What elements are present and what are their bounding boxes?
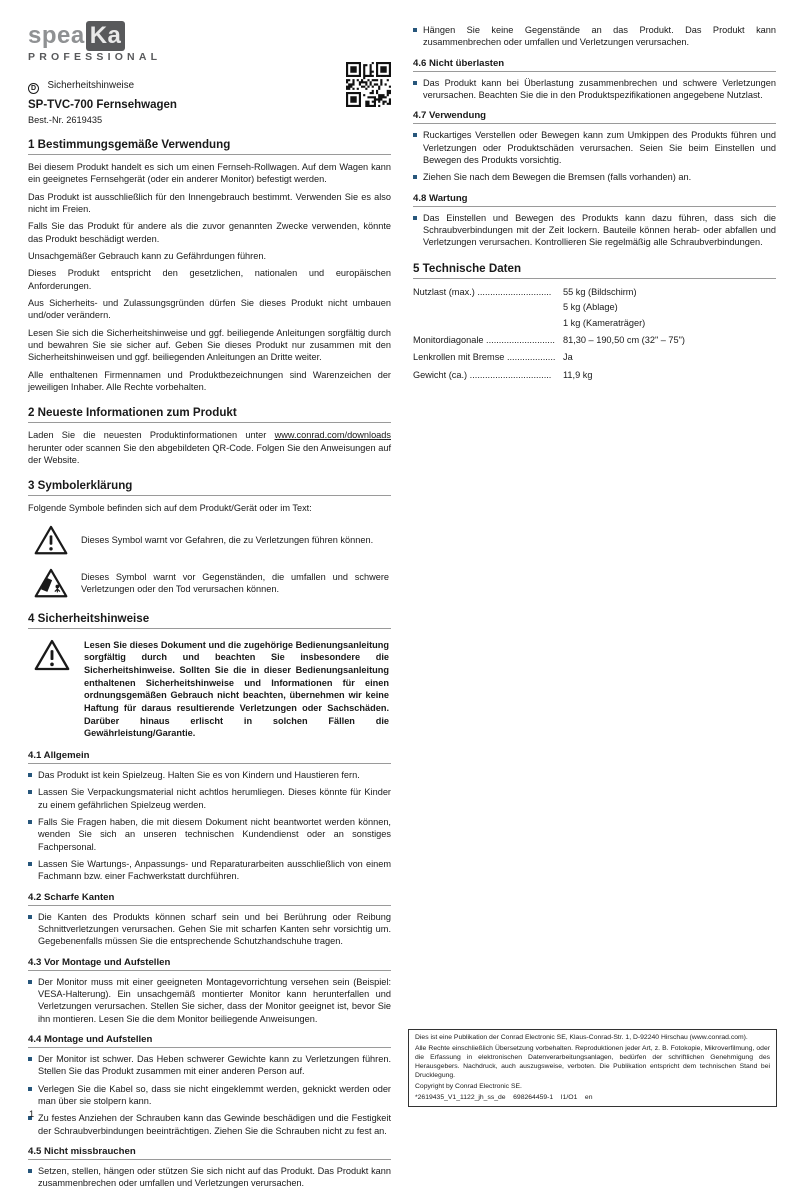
subsection-heading-4-8: 4.8 Wartung xyxy=(413,193,776,207)
spec-label xyxy=(413,300,563,315)
subsection-heading-4-3: 4.3 Vor Montage und Aufstellen xyxy=(28,957,391,971)
section-heading-5: 5 Technische Daten xyxy=(413,262,776,279)
qr-code xyxy=(346,62,391,107)
paragraph: Bei diesem Produkt handelt es sich um einen Fernseh-Rollwagen. Auf dem Wagen kann ein geeignetes Fernsehgerät (oder ein anderer Monitor) befestigt werden. xyxy=(28,162,391,185)
brand-subtitle: PROFESSIONAL xyxy=(28,51,162,63)
spec-label xyxy=(413,316,563,331)
subsection-heading-4-2: 4.2 Scharfe Kanten xyxy=(28,892,391,906)
imprint-box xyxy=(408,1029,777,1107)
bullet-square-icon xyxy=(28,1057,32,1061)
bullet-square-icon xyxy=(28,773,32,777)
imprint-publisher: Dies ist eine Publikation der Conrad Electronic SE, Klaus-Conrad-Str. 1, D-92240 Hirschau (www.conrad.com). xyxy=(415,1033,748,1041)
section-heading-3: 3 Symbolerklärung xyxy=(28,479,391,496)
left-column xyxy=(28,24,391,1195)
doc-type-label: Sicherheitshinweise xyxy=(47,80,135,91)
spec-row xyxy=(413,316,776,331)
paragraph: Dieses Produkt entspricht den gesetzlichen, nationalen und europäischen Anforderungen. xyxy=(28,268,391,291)
brand-wordmark xyxy=(28,24,391,48)
spec-value: Ja xyxy=(563,352,573,363)
spec-row xyxy=(413,333,776,348)
spec-row xyxy=(413,285,776,300)
list-item: Ruckartiges Verstellen oder Bewegen kann zum Umkippen des Produkts führen und Verletzungen oder Produktschäden verursachen. Seien Sie beim Einstellen und Bewegen des Produkts vorsichtig. xyxy=(413,129,776,166)
warning-triangle-icon xyxy=(34,525,68,556)
symbol-description: Dieses Symbol warnt vor Gefahren, die zu Verletzungen führen können. xyxy=(81,534,374,545)
page-number: 1 xyxy=(29,1109,35,1119)
subsection-heading-4-7: 4.7 Verwendung xyxy=(413,110,776,124)
warning-triangle-icon xyxy=(34,639,70,741)
downloads-link[interactable]: www.conrad.com/downloads xyxy=(274,430,391,441)
paragraph: Alle enthaltenen Firmennamen und Produktbezeichnungen sind Warenzeichen der jeweiligen Inhaber. Alle Rechte vorbehalten. xyxy=(28,369,391,392)
spec-value: 81,30 – 190,50 cm (32" – 75") xyxy=(563,334,685,345)
symbol-description: Dieses Symbol warnt vor Gegenständen, die umfallen und schwere Verletzungen oder den Tod verursachen können. xyxy=(81,571,389,595)
paragraph: Falls Sie das Produkt für andere als die zuvor genannten Zwecke verwenden, könnte das Produkt beschädigt werden. xyxy=(28,221,391,244)
brand-text-spea: spea xyxy=(28,22,85,49)
product-title: SP-TVC-700 Fernsehwagen xyxy=(28,99,177,111)
spec-label: Monitordiagonale ........................... xyxy=(413,334,555,345)
symbol-explanation-row xyxy=(34,525,389,556)
brand-logo xyxy=(28,24,391,63)
bullet-square-icon xyxy=(413,28,417,32)
doc-type-row xyxy=(28,75,391,94)
spec-row xyxy=(413,300,776,315)
list-item: Hängen Sie keine Gegenstände an das Produkt. Das Produkt kann zusammenbrechen oder umfallen und Verletzungen verursachen. xyxy=(413,24,776,49)
bullet-square-icon xyxy=(28,1087,32,1091)
tip-over-warning-icon xyxy=(34,568,68,599)
paragraph: Folgende Symbole befinden sich auf dem Produkt/Gerät oder im Text: xyxy=(28,503,312,514)
subsection-heading-4-6: 4.6 Nicht überlasten xyxy=(413,58,776,72)
list-item: Lassen Sie Wartungs-, Anpassungs- und Reparaturarbeiten ausschließlich von einem Fachmann bzw. einer Fachwerkstatt durchführen. xyxy=(28,858,391,883)
paragraph: Lesen Sie sich die Sicherheitshinweise und ggf. beiliegende Anleitungen sorgfältig durch und bewahren Sie sie sicher auf. Geben Sie dieses Produkt nur zusammen mit den Sicherheitshinweisen und ggf. beiliegenden Anleitungen an Dritte weiter. xyxy=(28,327,391,363)
bullet-square-icon xyxy=(413,133,417,137)
section-heading-4: 4 Sicherheitshinweise xyxy=(28,612,391,629)
document-header xyxy=(28,75,391,125)
list-item: Das Produkt kann bei Überlastung zusammenbrechen und schwere Verletzungen verursachen. Beachten Sie die in den Produktspezifikationen angegebene Nutzlast. xyxy=(413,77,776,102)
bullet-square-icon xyxy=(413,216,417,220)
list-item: Das Produkt ist kein Spielzeug. Halten Sie es von Kindern und Haustieren fern. xyxy=(28,769,391,781)
list-item: Die Kanten des Produkts können scharf sein und bei Berührung oder Reibung Schnittverletzungen verursachen. Gehen Sie mit scharfen Kanten sehr vorsichtig um. Gegebenenfalls müssen Sie die entsprechende Schutzhandschuhe tragen. xyxy=(28,911,391,948)
list-item: Lassen Sie Verpackungsmaterial nicht achtlos herumliegen. Dieses könnte für Kinder zu einem gefährlichen Spielzeug werden. xyxy=(28,786,391,811)
language-letter: D xyxy=(30,85,37,92)
bullet-square-icon xyxy=(413,81,417,85)
bullet-square-icon xyxy=(28,790,32,794)
list-item: Das Einstellen und Bewegen des Produkts kann dazu führen, dass sich die Schraubverbindungen mit der Zeit lockern. Bauteile können herab- oder abfallen und Verletzungen verursachen. Kontrollieren Sie regelmäßig alle Schraubverbindungen. xyxy=(413,212,776,249)
language-de-icon xyxy=(28,83,39,94)
list-item: Verlegen Sie die Kabel so, dass sie nicht eingeklemmt werden, geknickt werden oder man über sie stolpern kann. xyxy=(28,1083,391,1108)
spec-label: Lenkrollen mit Bremse ................... xyxy=(413,352,556,363)
order-number: Best.-Nr. 2619435 xyxy=(28,115,103,125)
bullet-square-icon xyxy=(28,980,32,984)
bullet-square-icon xyxy=(28,862,32,866)
safety-warning-block xyxy=(34,639,389,741)
bullet-square-icon xyxy=(413,175,417,179)
section-heading-2: 2 Neueste Informationen zum Produkt xyxy=(28,406,391,423)
list-item: Ziehen Sie nach dem Bewegen die Bremsen (falls vorhanden) an. xyxy=(413,171,776,183)
spec-row xyxy=(413,368,776,383)
subsection-heading-4-4: 4.4 Montage und Aufstellen xyxy=(28,1034,391,1048)
bullet-square-icon xyxy=(28,820,32,824)
section-heading-1: 1 Bestimmungsgemäße Verwendung xyxy=(28,138,391,155)
list-item: Setzen, stellen, hängen oder stützen Sie sich nicht auf das Produkt. Das Produkt kann zusammenbrechen oder umfallen und Verletzungen verursachen. xyxy=(28,1165,391,1190)
bullet-square-icon xyxy=(28,1169,32,1173)
spec-value: 5 kg (Ablage) xyxy=(563,302,618,313)
imprint-copyright: Copyright by Conrad Electronic SE. xyxy=(415,1082,522,1090)
brand-text-ka: Ka xyxy=(86,21,126,51)
list-item: Der Monitor muss mit einer geeigneten Montagevorrichtung versehen sein (Beispiel: VESA-Halterung). Ein unsachgemäß montierter Monitor kann herunterfallen und Verletzungen verursachen. Stellen Sie sicher, dass der Monitor geeignet ist, bevor Sie ihn montieren. Lesen Sie die dem Monitor beiliegende Anweisungen. xyxy=(28,976,391,1025)
imprint-document-code: *2619435_V1_1122_jh_ss_de 698264459-1 I1/O1 en xyxy=(415,1094,593,1102)
text-before-link: Laden Sie die neuesten Produktinformationen unter xyxy=(28,430,275,441)
right-column xyxy=(413,24,776,1195)
paragraph xyxy=(28,429,391,466)
spec-label: Nutzlast (max.) ............................. xyxy=(413,286,552,297)
bullet-square-icon xyxy=(28,915,32,919)
imprint-rights: Alle Rechte einschließlich Übersetzung vorbehalten. Reproduktionen jeder Art, z. B. Fotokopie, Mikroverfilmung, oder die Erfassung in elektronischen Datenverarbeitungsanlagen, bedürfen der schriftlichen Genehmigung des Herausgebers. Nachdruck, auch auszugsweise, verboten. Die Publikation entspricht dem technischen Stand bei Drucklegung. xyxy=(415,1045,770,1079)
list-item: Der Monitor ist schwer. Das Heben schwerer Gewichte kann zu Verletzungen führen. Stellen Sie das Produkt zusammen mit einer anderen Person auf. xyxy=(28,1053,391,1078)
subsection-heading-4-5: 4.5 Nicht missbrauchen xyxy=(28,1146,391,1160)
spec-label: Gewicht (ca.) ................................ xyxy=(413,369,552,380)
paragraph: Aus Sicherheits- und Zulassungsgründen dürfen Sie dieses Produkt nicht umbauen und/oder verändern. xyxy=(28,297,391,321)
text-after-link: herunter oder scannen Sie den abgebildeten QR-Code. Folgen Sie den Anweisungen auf der Website. xyxy=(28,442,391,465)
paragraph: Unsachgemäßer Gebrauch kann zu Gefährdungen führen. xyxy=(28,250,267,261)
symbol-explanation-row xyxy=(34,568,389,599)
spec-value: 11,9 kg xyxy=(563,369,593,380)
safety-warning-text: Lesen Sie dieses Dokument und die zugehörige Bedienungsanleitung sorgfältig durch und beachten Sie insbesondere die Sicherheitshinweise. Sollten Sie die in dieser Bedienungsanleitung enthaltenen Sicherheitshinweise und Informationen für einen ordnungsgemäßen Gebrauch nicht beachten, übernehmen wir keine Haftung für daraus resultierende Verletzungen oder Sachschäden. Darüber hinaus erlischt in solchen Fällen die Gewährleistung/Garantie. xyxy=(84,639,389,739)
paragraph: Das Produkt ist ausschließlich für den Innengebrauch bestimmt. Verwenden Sie es also nicht im Freien. xyxy=(28,191,391,214)
subsection-heading-4-1: 4.1 Allgemein xyxy=(28,750,391,764)
spec-value: 1 kg (Kameraträger) xyxy=(563,317,646,328)
spec-value: 55 kg (Bildschirm) xyxy=(563,286,637,297)
list-item: Zu festes Anziehen der Schrauben kann das Gewinde beschädigen und die Festigkeit der Schraubverbindungen beeinträchtigen. Ziehen Sie die Schrauben nicht zu fest an. xyxy=(28,1112,391,1137)
list-item: Falls Sie Fragen haben, die mit diesem Dokument nicht beantwortet werden können, wenden Sie sich an unseren technischen Kundendienst oder an sonstiges Fachpersonal. xyxy=(28,816,391,853)
spec-row xyxy=(413,350,776,365)
